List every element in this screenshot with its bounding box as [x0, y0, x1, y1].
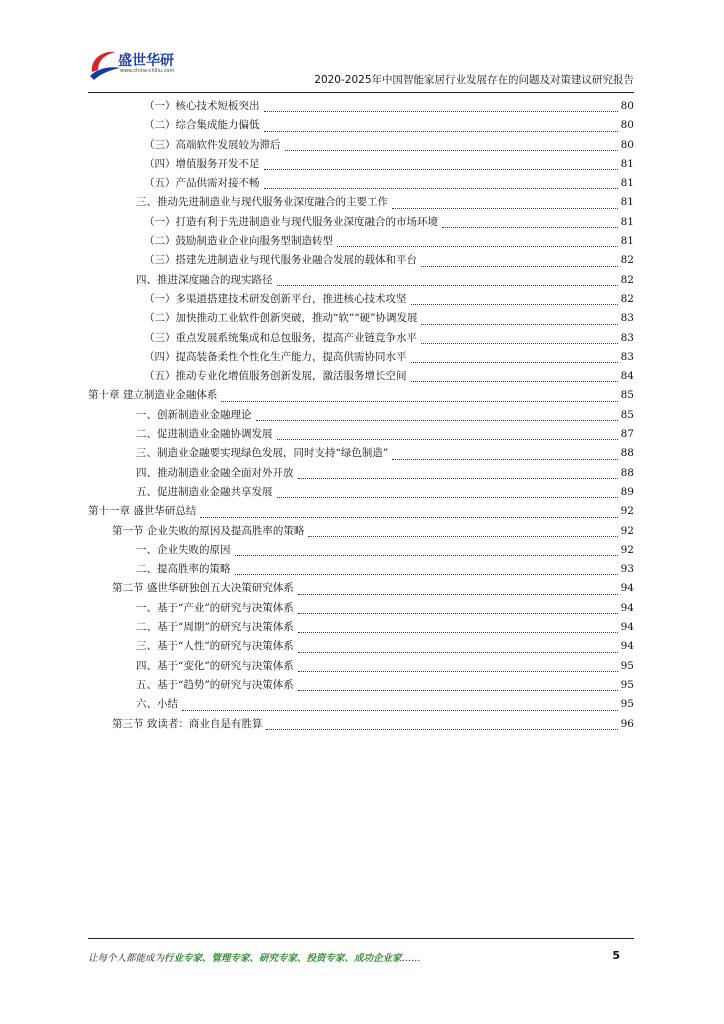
toc-entry-title: 三、制造业金融要实现绿色发展，同时支持“绿色制造”: [136, 447, 389, 460]
toc-entry[interactable]: [88, 386, 634, 405]
toc-entry[interactable]: [88, 136, 634, 155]
toc-entry[interactable]: [88, 271, 634, 290]
toc-entry[interactable]: [88, 599, 634, 618]
company-logo: [88, 44, 198, 88]
toc-entry-title: 第十一章 盛世华研总结: [88, 505, 197, 518]
toc-entry[interactable]: [88, 406, 634, 425]
footer-slogan-suffix: ……: [401, 953, 421, 964]
toc-entry-page: 88: [620, 466, 634, 479]
toc-entry-page: 80: [620, 100, 634, 112]
toc-entry[interactable]: [88, 348, 634, 367]
toc-dot-leader: [264, 110, 619, 112]
page-footer: [88, 934, 634, 974]
toc-dot-leader: [264, 168, 619, 170]
toc-entry[interactable]: [88, 657, 634, 676]
toc-dot-leader: [411, 303, 619, 305]
report-title: 2020-2025年中国智能家居行业发展存在的问题及对策建议研究报告: [314, 74, 634, 86]
toc-dot-leader: [264, 130, 619, 132]
toc-entry-title: 一、创新制造业金融理论: [136, 408, 252, 421]
toc-entry[interactable]: [88, 309, 634, 328]
toc-dot-leader: [298, 670, 618, 672]
logo-text: 盛世华研: [118, 53, 174, 69]
toc-entry[interactable]: [88, 174, 634, 193]
toc-entry-page: 92: [620, 543, 634, 556]
toc-entry-title: （三）搭建先进制造业与现代服务业融合发展的载体和平台: [144, 254, 417, 267]
toc-entry[interactable]: [88, 676, 634, 695]
toc-entry-title: （四）提高装备柔性个性化生产能力，提高供需协同水平: [144, 350, 407, 363]
toc-dot-leader: [411, 380, 619, 382]
toc-entry[interactable]: [88, 251, 634, 270]
toc-entry-title: 三、基于“人性”的研究与决策体系: [136, 640, 294, 653]
toc-entry-title: （二）加快推动工业软件创新突破，推动“软”“硬”协调发展: [144, 312, 418, 325]
toc-entry[interactable]: [88, 541, 634, 560]
header-divider: [88, 92, 634, 93]
toc-entry-title: （一）打造有利于先进制造业与现代服务业深度融合的市场环境: [144, 215, 438, 228]
toc-entry-title: （二）鼓励制造业企业向服务型制造转型: [144, 235, 333, 248]
toc-entry-page: 81: [620, 196, 634, 209]
toc-dot-leader: [421, 342, 618, 344]
toc-entry-title: 第十章 建立制造业金融体系: [88, 389, 218, 402]
toc-entry-title: 四、基于“变化”的研究与决策体系: [136, 659, 294, 672]
toc-entry[interactable]: [88, 483, 634, 502]
toc-dot-leader: [235, 573, 619, 575]
toc-entry-page: 83: [620, 312, 634, 325]
toc-entry-page: 85: [620, 389, 634, 402]
footer-slogan: [88, 950, 421, 964]
toc-entry[interactable]: [88, 116, 634, 135]
toc-entry-page: 85: [620, 408, 634, 421]
toc-entry-title: 第一节 企业失败的原因及提高胜率的策略: [112, 524, 305, 537]
toc-dot-leader: [285, 149, 619, 151]
table-of-contents: [88, 97, 634, 734]
toc-entry-title: 二、促进制造业金融协调发展: [136, 428, 273, 441]
toc-entry-page: 81: [620, 157, 634, 170]
toc-entry-title: 五、促进制造业金融共享发展: [136, 485, 273, 498]
toc-entry-page: 80: [620, 138, 634, 151]
toc-entry-page: 84: [620, 370, 634, 383]
toc-entry-title: （二）综合集成能力偏低: [144, 119, 260, 132]
toc-entry-title: 四、推进深度融合的现实路径: [136, 273, 273, 286]
toc-entry-page: 92: [620, 524, 634, 537]
toc-entry-title: （三）重点发展系统集成和总包服务，提高产业链竞争水平: [144, 331, 417, 344]
toc-entry[interactable]: [88, 290, 634, 309]
toc-dot-leader: [421, 323, 618, 325]
toc-entry[interactable]: [88, 425, 634, 444]
toc-entry[interactable]: [88, 444, 634, 463]
toc-entry-page: 95: [620, 678, 634, 691]
toc-dot-leader: [298, 651, 618, 653]
toc-entry-title: 二、提高胜率的策略: [136, 563, 231, 576]
toc-dot-leader: [308, 535, 618, 537]
toc-entry-title: 五、基于“趋势”的研究与决策体系: [136, 678, 294, 691]
toc-entry[interactable]: [88, 522, 634, 541]
toc-entry[interactable]: [88, 232, 634, 251]
toc-dot-leader: [411, 361, 619, 363]
logo-swoosh-icon: [88, 46, 122, 80]
toc-entry-page: 81: [620, 215, 634, 228]
toc-entry-page: 82: [620, 273, 634, 286]
toc-entry-page: 94: [620, 601, 634, 614]
toc-dot-leader: [182, 709, 618, 711]
toc-entry-page: 94: [620, 640, 634, 653]
toc-entry-page: 82: [620, 292, 634, 305]
toc-entry-title: （三）高端软件发展较为滞后: [144, 138, 281, 151]
toc-dot-leader: [277, 284, 619, 286]
toc-entry-page: 94: [620, 582, 634, 595]
toc-entry-title: 四、推动制造业金融全面对外开放: [136, 466, 294, 479]
toc-dot-leader: [256, 419, 619, 421]
toc-dot-leader: [264, 187, 619, 189]
toc-entry-page: 81: [620, 235, 634, 248]
toc-entry-page: 95: [620, 659, 634, 672]
toc-entry-title: （一）核心技术短板突出: [144, 100, 260, 112]
toc-dot-leader: [266, 728, 618, 730]
toc-dot-leader: [298, 689, 618, 691]
toc-entry-page: 96: [620, 717, 634, 730]
toc-entry-page: 83: [620, 350, 634, 363]
toc-entry[interactable]: [88, 579, 634, 598]
toc-dot-leader: [298, 593, 618, 595]
toc-dot-leader: [298, 631, 618, 633]
toc-dot-leader: [235, 554, 619, 556]
toc-dot-leader: [277, 438, 619, 440]
toc-entry[interactable]: [88, 715, 634, 734]
toc-entry-page: 89: [620, 485, 634, 498]
toc-entry-page: 88: [620, 447, 634, 460]
toc-entry-page: 83: [620, 331, 634, 344]
toc-entry-page: 87: [620, 428, 634, 441]
footer-divider: [88, 938, 634, 939]
toc-entry[interactable]: [88, 695, 634, 714]
toc-entry-page: 82: [620, 254, 634, 267]
toc-entry[interactable]: [88, 560, 634, 579]
toc-entry-title: 第三节 致读者：商业自是有胜算: [112, 717, 263, 730]
toc-dot-leader: [298, 612, 618, 614]
footer-slogan-prefix: 让每个人都能成为: [88, 953, 165, 964]
toc-entry-title: （一）多渠道搭建技术研发创新平台，推进核心技术攻坚: [144, 292, 407, 305]
toc-entry[interactable]: [88, 618, 634, 637]
toc-dot-leader: [442, 226, 618, 228]
toc-entry-title: 第二节 盛世华研独创五大决策研究体系: [112, 582, 294, 595]
toc-entry[interactable]: [88, 502, 634, 521]
toc-entry-page: 94: [620, 621, 634, 634]
toc-entry-page: 80: [620, 119, 634, 132]
toc-dot-leader: [421, 265, 618, 267]
toc-entry-page: 93: [620, 563, 634, 576]
toc-dot-leader: [277, 496, 619, 498]
page-header: [88, 44, 634, 94]
toc-entry-title: 六、小结: [136, 698, 178, 711]
toc-entry-title: 一、企业失败的原因: [136, 543, 231, 556]
footer-slogan-roles: 行业专家、管理专家、研究专家、投资专家、成功企业家: [164, 953, 402, 964]
toc-entry-title: 一、基于“产业”的研究与决策体系: [136, 601, 294, 614]
toc-entry[interactable]: [88, 155, 634, 174]
toc-dot-leader: [221, 400, 618, 402]
toc-entry-title: （四）增值服务开发不足: [144, 157, 260, 170]
toc-entry[interactable]: [88, 329, 634, 348]
toc-entry[interactable]: [88, 97, 634, 116]
toc-entry-title: （五）推动专业化增值服务创新发展，激活服务增长空间: [144, 370, 407, 383]
toc-entry[interactable]: [88, 367, 634, 386]
toc-entry-page: 81: [620, 177, 634, 190]
toc-dot-leader: [200, 516, 618, 518]
toc-entry-title: （五）产品供需对接不畅: [144, 177, 260, 190]
toc-entry[interactable]: [88, 637, 634, 656]
toc-dot-leader: [298, 477, 619, 479]
toc-dot-leader: [392, 207, 618, 209]
toc-dot-leader: [337, 245, 618, 247]
toc-entry[interactable]: [88, 193, 634, 212]
toc-dot-leader: [392, 458, 618, 460]
toc-entry[interactable]: [88, 464, 634, 483]
toc-entry[interactable]: [88, 213, 634, 232]
toc-entry-page: 92: [620, 505, 634, 518]
toc-entry-title: 三、推动先进制造业与现代服务业深度融合的主要工作: [136, 196, 388, 209]
page-number: 5: [612, 949, 620, 962]
toc-entry-page: 95: [620, 698, 634, 711]
logo-url: www.china-chiliu.com: [120, 68, 175, 74]
toc-entry-title: 二、基于“周期”的研究与决策体系: [136, 621, 294, 634]
